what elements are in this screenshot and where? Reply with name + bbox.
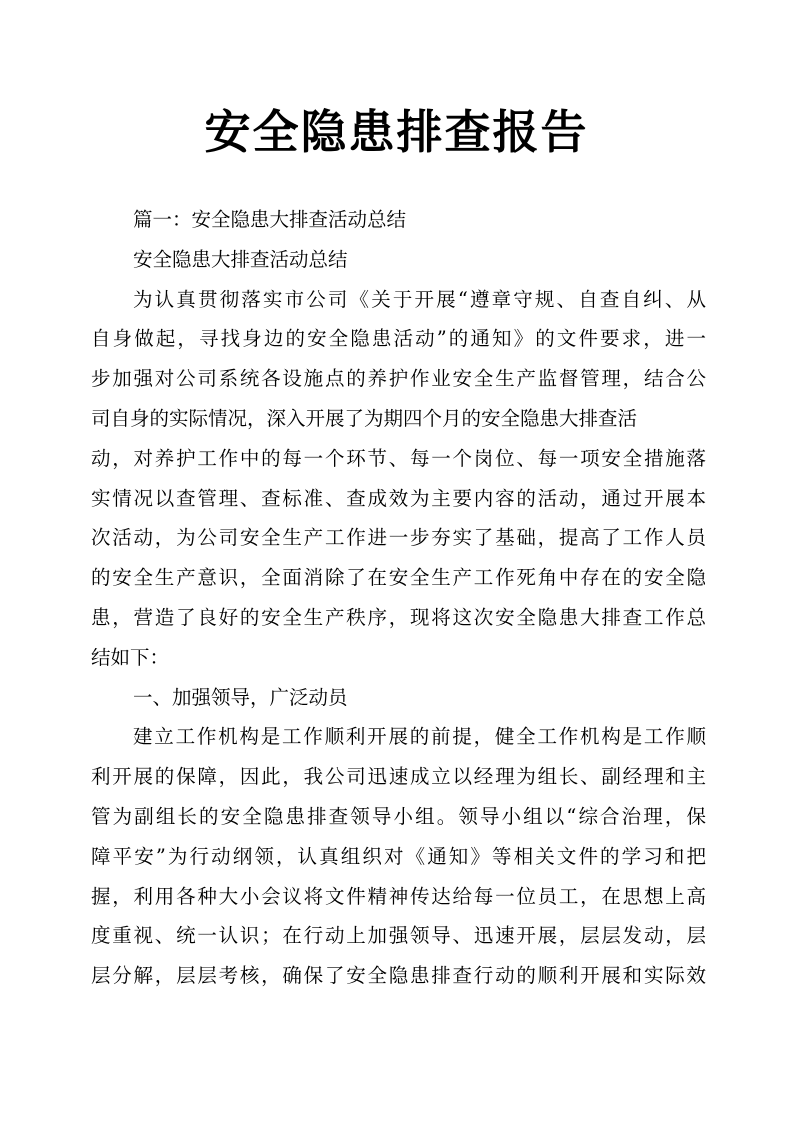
paragraph-line: 步加强对公司系统各设施点的养护作业安全生产监督管理，结合公 bbox=[91, 367, 706, 391]
paragraph-line: 司自身的实际情况，深入开展了为期四个月的安全隐患大排查活 bbox=[91, 406, 638, 430]
paragraph-line: 患，营造了良好的安全生产秩序，现将这次安全隐患大排查工作总 bbox=[91, 605, 706, 629]
paragraph-line: 自身做起，寻找身边的安全隐患活动”的通知》的文件要求，进一 bbox=[91, 327, 706, 351]
paragraph-line: 障平安”为行动纲领，认真组织对《通知》等相关文件的学习和把 bbox=[91, 844, 706, 868]
paragraph-line: 握，利用各种大小会议将文件精神传达给每一位员工，在思想上高 bbox=[91, 884, 706, 908]
paragraph-line: 度重视、统一认识；在行动上加强领导、迅速开展，层层发动，层 bbox=[91, 924, 706, 948]
paragraph-line: 为认真贯彻落实市公司《关于开展“遵章守规、自查自纠、从 bbox=[133, 287, 706, 311]
paragraph-line: 结如下： bbox=[91, 645, 170, 669]
paragraph-line: 次活动，为公司安全生产工作进一步夯实了基础，提高了工作人员 bbox=[91, 526, 706, 550]
paragraph-line: 的安全生产意识，全面消除了在安全生产工作死角中存在的安全隐 bbox=[91, 566, 706, 590]
paragraph-line: 动，对养护工作中的每一个环节、每一个岗位、每一项安全措施落 bbox=[91, 446, 706, 470]
heading-line: 安全隐患大排查活动总结 bbox=[133, 247, 348, 271]
subtitle-line: 篇一：安全隐患大排查活动总结 bbox=[133, 208, 407, 231]
document-title: 安全隐患排查报告 bbox=[204, 105, 589, 159]
paragraph-line: 实情况以查管理、查标准、查成效为主要内容的活动，通过开展本 bbox=[91, 486, 706, 510]
paragraph-line: 层分解，层层考核，确保了安全隐患排查行动的顺利开展和实际效 bbox=[91, 964, 706, 988]
paragraph-line: 利开展的保障，因此，我公司迅速成立以经理为组长、副经理和主 bbox=[91, 765, 706, 789]
paragraph-line: 管为副组长的安全隐患排查领导小组。领导小组以“综合治理，保 bbox=[91, 804, 706, 828]
document-body bbox=[91, 200, 706, 996]
section-heading-line: 一、加强领导，广泛动员 bbox=[133, 685, 348, 709]
paragraph-line: 建立工作机构是工作顺利开展的前提，健全工作机构是工作顺 bbox=[133, 725, 706, 749]
